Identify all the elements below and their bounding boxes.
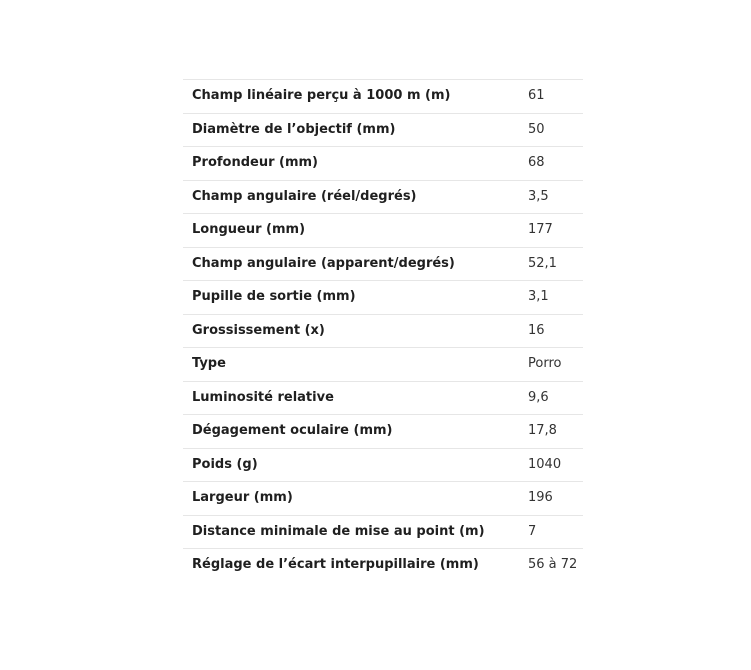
spec-value: 177 (528, 214, 583, 248)
spec-label: Pupille de sortie (mm) (183, 281, 528, 315)
spec-value: 52,1 (528, 247, 583, 281)
spec-label: Dégagement oculaire (mm) (183, 415, 528, 449)
spec-label: Type (183, 348, 528, 382)
spec-row-relative-brightness (183, 381, 583, 415)
spec-row-real-angular-field (183, 180, 583, 214)
spec-row-linear-field (183, 80, 583, 114)
spec-row-minimum-focus-distance (183, 515, 583, 549)
spec-value: 196 (528, 482, 583, 516)
spec-value: 61 (528, 80, 583, 114)
spec-label: Profondeur (mm) (183, 147, 528, 181)
spec-row-exit-pupil (183, 281, 583, 315)
spec-row-objective-diameter (183, 113, 583, 147)
spec-row-weight (183, 448, 583, 482)
spec-value: 3,1 (528, 281, 583, 315)
spec-label: Poids (g) (183, 448, 528, 482)
spec-row-width (183, 482, 583, 516)
spec-label: Luminosité relative (183, 381, 528, 415)
spec-label: Distance minimale de mise au point (m) (183, 515, 528, 549)
spec-row-magnification (183, 314, 583, 348)
spec-row-length (183, 214, 583, 248)
specifications-table (183, 79, 583, 582)
spec-row-interpupillary-adjustment (183, 549, 583, 582)
spec-label: Champ angulaire (réel/degrés) (183, 180, 528, 214)
spec-label: Champ angulaire (apparent/degrés) (183, 247, 528, 281)
spec-value: 17,8 (528, 415, 583, 449)
specifications-table-body (183, 80, 583, 582)
spec-row-type (183, 348, 583, 382)
spec-label: Grossissement (x) (183, 314, 528, 348)
spec-value: 16 (528, 314, 583, 348)
spec-label: Champ linéaire perçu à 1000 m (m) (183, 80, 528, 114)
spec-value: 68 (528, 147, 583, 181)
spec-value: 7 (528, 515, 583, 549)
spec-value: 3,5 (528, 180, 583, 214)
spec-value: 56 à 72 (528, 557, 578, 573)
spec-value: 1040 (528, 448, 583, 482)
spec-value: Porro (528, 348, 583, 382)
spec-row-apparent-angular-field (183, 247, 583, 281)
spec-row-depth (183, 147, 583, 181)
spec-label: Largeur (mm) (183, 482, 528, 516)
spec-label: Diamètre de l’objectif (mm) (183, 113, 528, 147)
spec-row-eye-relief (183, 415, 583, 449)
spec-label: Réglage de l’écart interpupillaire (mm) (192, 557, 479, 573)
spec-label: Longueur (mm) (183, 214, 528, 248)
spec-value: 50 (528, 113, 583, 147)
spec-value: 9,6 (528, 381, 583, 415)
